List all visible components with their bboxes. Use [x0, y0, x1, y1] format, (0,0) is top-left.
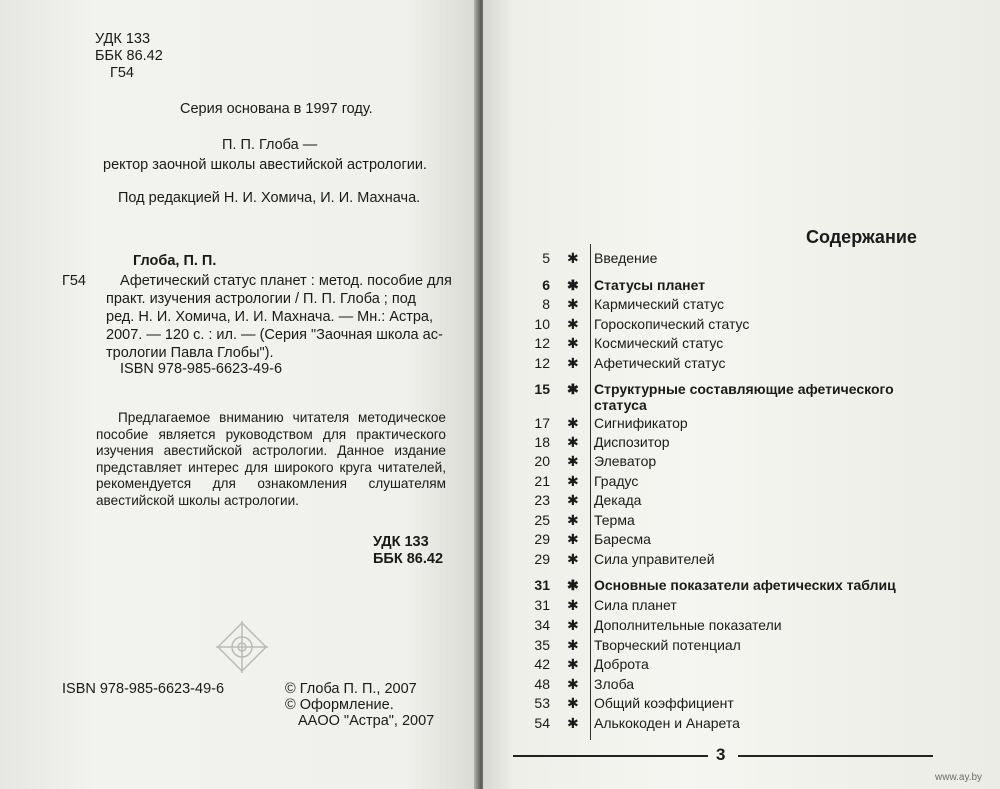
toc-entry	[500, 714, 930, 734]
bib-line: ред. Н. И. Хомича, И. И. Махнача. — Мн.: Астра,	[106, 309, 434, 325]
toc-page-number: 5	[542, 250, 550, 266]
toc-page-number: 34	[534, 617, 550, 633]
toc-entry-title: Гороскопический статус	[594, 316, 750, 332]
toc-entry-title: Структурные составляющие афетического	[594, 381, 894, 397]
asterisk-icon: ✱	[567, 676, 579, 692]
annotation: Предлагаемое вниманию читателя методическое пособие является руководством для практического изучения авестийской астрологии. Данное издание представляет интерес для широкого круга читателей, рекомендуется для ознакомления слушателям авестийской школы астрологии.	[96, 410, 446, 508]
asterisk-icon: ✱	[567, 512, 579, 528]
toc-entry	[500, 616, 930, 636]
toc-entry-title: Сила планет	[594, 597, 677, 613]
toc-entry	[500, 452, 930, 472]
asterisk-icon: ✱	[567, 335, 579, 351]
toc-entry-title: Баресма	[594, 531, 651, 547]
toc-title: Содержание	[806, 227, 917, 247]
toc-entry-title: Дополнительные показатели	[594, 617, 782, 633]
toc-entry	[500, 414, 930, 434]
toc-page-number: 21	[534, 473, 550, 489]
toc-entry-title: Статусы планет	[594, 277, 706, 293]
copyright-publisher: АAOO "Астра", 2007	[298, 713, 435, 729]
toc-entry-title: Сигнификатор	[594, 415, 688, 431]
toc-entry	[500, 596, 930, 616]
toc-page-number: 6	[542, 277, 550, 293]
series-note: Серия основана в 1997 году.	[180, 101, 373, 117]
toc-page-number: 23	[534, 492, 550, 508]
toc-entry	[500, 694, 930, 714]
page-number: 3	[716, 745, 726, 764]
bbk-bottom: ББК 86.42	[373, 551, 444, 567]
toc-entry	[500, 354, 930, 374]
toc-entry	[500, 530, 930, 550]
toc-entry	[500, 550, 930, 570]
toc-entry-title: Диспозитор	[594, 434, 670, 450]
toc-entry-title: Афетический статус	[594, 355, 726, 371]
asterisk-icon: ✱	[567, 381, 579, 397]
author-line: П. П. Глоба —	[222, 137, 318, 153]
toc-page-number: 31	[534, 577, 550, 593]
asterisk-icon: ✱	[567, 250, 579, 266]
toc-entry	[500, 636, 930, 656]
toc-entry-title: Доброта	[594, 656, 649, 672]
toc-page-number: 12	[534, 335, 550, 351]
toc-entry	[500, 295, 930, 315]
bib-line: 2007. — 120 с. : ил. — (Серия "Заочная школа ас-	[106, 327, 443, 343]
asterisk-icon: ✱	[567, 577, 579, 593]
toc-page-number: 29	[534, 531, 550, 547]
toc-entry	[500, 334, 930, 354]
footer-rule-right	[738, 755, 933, 757]
asterisk-icon: ✱	[567, 617, 579, 633]
toc-page-number: 35	[534, 637, 550, 653]
bbk-top: ББК 86.42	[95, 48, 163, 64]
asterisk-icon: ✱	[567, 715, 579, 731]
asterisk-icon: ✱	[567, 296, 579, 312]
toc-entry-title: Космический статус	[594, 335, 724, 351]
toc-entry-title: Декада	[594, 492, 642, 508]
toc-page-number: 18	[534, 434, 550, 450]
toc-entry-title: Введение	[594, 250, 658, 266]
copyright-author: © Глоба П. П., 2007	[285, 681, 417, 697]
toc-entry-title: Алькокоден и Анарета	[594, 715, 740, 731]
watermark: www.ay.by	[935, 772, 983, 783]
toc-entry-title-cont: статуса	[594, 397, 647, 413]
toc-page-number: 54	[534, 715, 550, 731]
toc-page-number: 29	[534, 551, 550, 567]
toc-entry	[500, 249, 930, 269]
toc-page-number: 10	[534, 316, 550, 332]
asterisk-icon: ✱	[567, 551, 579, 567]
asterisk-icon: ✱	[567, 531, 579, 547]
toc-entry-title: Злоба	[594, 676, 635, 692]
isbn-bottom: ISBN 978-985-6623-49-6	[62, 681, 225, 697]
toc-page-number: 31	[534, 597, 550, 613]
udk-bottom: УДК 133	[373, 534, 429, 550]
publisher-emblem-icon	[213, 618, 271, 676]
footer-rule-left	[513, 755, 708, 757]
bib-isbn: ISBN 978-985-6623-49-6	[120, 361, 283, 377]
toc-entry	[500, 675, 930, 695]
bib-line: практ. изучения астрологии / П. П. Глоба ; под	[106, 291, 416, 307]
code-top: Г54	[110, 65, 134, 81]
author-role: ректор заочной школы авестийской астрологии.	[103, 157, 427, 173]
toc-entry-title: Творческий потенциал	[594, 637, 741, 653]
toc-entry-title: Градус	[594, 473, 639, 489]
toc-entry-title: Терма	[594, 512, 635, 528]
asterisk-icon: ✱	[567, 656, 579, 672]
toc-entry	[500, 491, 930, 511]
toc-page-number: 8	[542, 296, 550, 312]
bib-code: Г54	[62, 273, 86, 289]
toc-page-number: 15	[534, 381, 550, 397]
toc-entry	[500, 276, 930, 296]
asterisk-icon: ✱	[567, 434, 579, 450]
toc-entry	[500, 655, 930, 675]
toc-entry-title: Общий коэффициент	[594, 695, 734, 711]
toc-page-number: 48	[534, 676, 550, 692]
toc-entry	[500, 433, 930, 453]
toc-page-number: 42	[534, 656, 550, 672]
toc-page-number: 53	[534, 695, 550, 711]
asterisk-icon: ✱	[567, 637, 579, 653]
editors: Под редакцией Н. И. Хомича, И. И. Махнача.	[118, 190, 421, 206]
asterisk-icon: ✱	[567, 695, 579, 711]
toc-entry	[500, 576, 930, 596]
asterisk-icon: ✱	[567, 316, 579, 332]
asterisk-icon: ✱	[567, 492, 579, 508]
bib-line: трологии Павла Глобы").	[106, 345, 274, 361]
asterisk-icon: ✱	[567, 453, 579, 469]
left-page	[0, 0, 478, 789]
toc-entry	[500, 511, 930, 531]
toc-entry-title: Основные показатели афетических таблиц	[594, 577, 896, 593]
asterisk-icon: ✱	[567, 597, 579, 613]
asterisk-icon: ✱	[567, 355, 579, 371]
toc-entry-title: Элеватор	[594, 453, 657, 469]
copyright-design: © Оформление.	[285, 697, 394, 713]
toc-entry-title: Кармический статус	[594, 296, 725, 312]
toc-entry	[500, 380, 930, 413]
toc-page-number: 12	[534, 355, 550, 371]
asterisk-icon: ✱	[567, 415, 579, 431]
asterisk-icon: ✱	[567, 277, 579, 293]
bib-author: Глоба, П. П.	[133, 253, 217, 269]
bib-line: Афетический статус планет : метод. пособие для	[120, 273, 452, 289]
toc-entry	[500, 315, 930, 335]
udk-top: УДК 133	[95, 31, 151, 47]
toc-entry-title: Сила управителей	[594, 551, 715, 567]
toc-page-number: 20	[534, 453, 550, 469]
toc-page-number: 25	[534, 512, 550, 528]
toc-entry	[500, 472, 930, 492]
toc-page-number: 17	[534, 415, 550, 431]
asterisk-icon: ✱	[567, 473, 579, 489]
